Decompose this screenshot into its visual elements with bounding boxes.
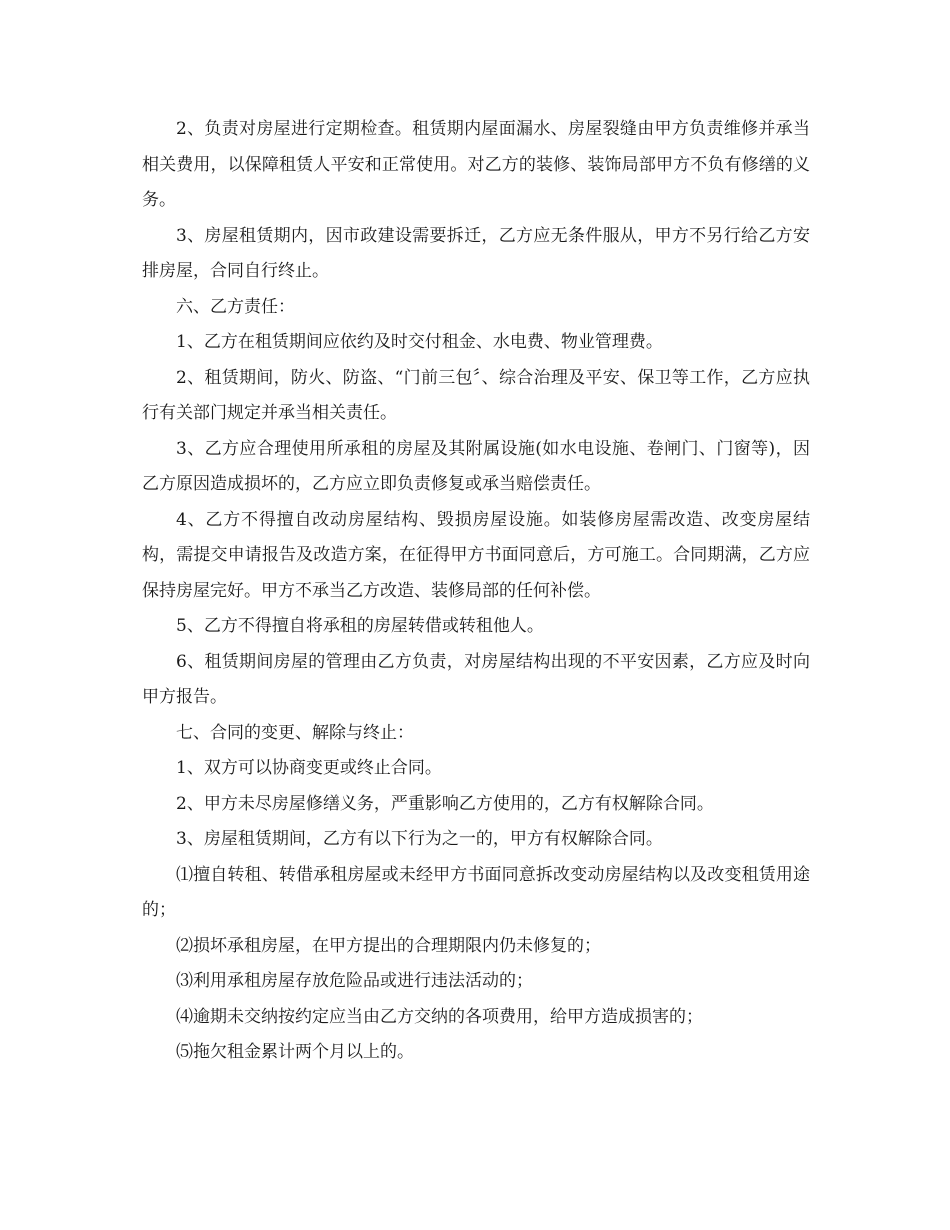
paragraph-landlord-inspection: 2、负责对房屋进行定期检查。租赁期内屋面漏水、房屋裂缝由甲方负责维修并承当相关费用，以保障租赁人平安和正常使用。对乙方的装修、装饰局部甲方不负有修缮的义务。 [142, 119, 810, 210]
paragraph-tenant-facilities: 3、乙方应合理使用所承租的房屋及其附属设施(如水电设施、卷闸门、门窗等)，因乙方原因造成损坏的，乙方应立即负责修复或承当赔偿责任。 [142, 438, 810, 494]
paragraph-tenant-payments: 1、乙方在租赁期间应依约及时交付租金、水电费、物业管理费。 [176, 332, 663, 352]
paragraph-tenant-termination-right: 2、甲方未尽房屋修缮义务，严重影响乙方使用的，乙方有权解除合同。 [176, 793, 714, 814]
paragraph-tenant-management: 6、租赁期间房屋的管理由乙方负责，对房屋结构出现的不平安因素，乙方应及时向甲方报告。 [142, 651, 810, 707]
list-item-clause-4: ⑷逾期未交纳按约定应当由乙方交纳的各项费用，给甲方造成损害的； [176, 1006, 703, 1027]
list-item-clause-1: ⑴擅自转租、转借承租房屋或未经甲方书面同意拆改变动房屋结构以及改变租赁用途的； [142, 864, 810, 920]
heading-contract-changes: 七、合同的变更、解除与终止： [176, 722, 414, 743]
list-item-clause-2: ⑵损坏承租房屋，在甲方提出的合理期限内仍未修复的； [176, 935, 601, 956]
heading-tenant-responsibilities: 六、乙方责任： [176, 296, 295, 317]
paragraph-landlord-termination-right: 3、房屋租赁期间，乙方有以下行为之一的，甲方有权解除合同。 [176, 829, 663, 849]
paragraph-tenant-safety: 2、租赁期间，防火、防盗、“门前三包〞、综合治理及平安、保卫等工作，乙方应执行有关部门规定并承当相关责任。 [142, 367, 810, 423]
paragraph-mutual-change: 1、双方可以协商变更或终止合同。 [176, 758, 442, 778]
document-body [142, 112, 810, 1071]
list-item-clause-5: ⑸拖欠租金累计两个月以上的。 [176, 1042, 414, 1062]
paragraph-tenant-structure: 4、乙方不得擅自改动房屋结构、毁损房屋设施。如装修房屋需改造、改变房屋结构，需提交申请报告及改造方案，在征得甲方书面同意后，方可施工。合同期满，乙方应保持房屋完好。甲方不承当乙方改造、装修局部的任何补偿。 [142, 509, 810, 601]
list-item-clause-3: ⑶利用承租房屋存放危险品或进行违法活动的； [176, 971, 533, 991]
paragraph-no-sublease: 5、乙方不得擅自将承租的房屋转借或转租他人。 [176, 616, 544, 636]
paragraph-demolition-termination: 3、房屋租赁期内，因市政建设需要拆迁，乙方应无条件服从，甲方不另行给乙方安排房屋，合同自行终止。 [142, 225, 810, 281]
